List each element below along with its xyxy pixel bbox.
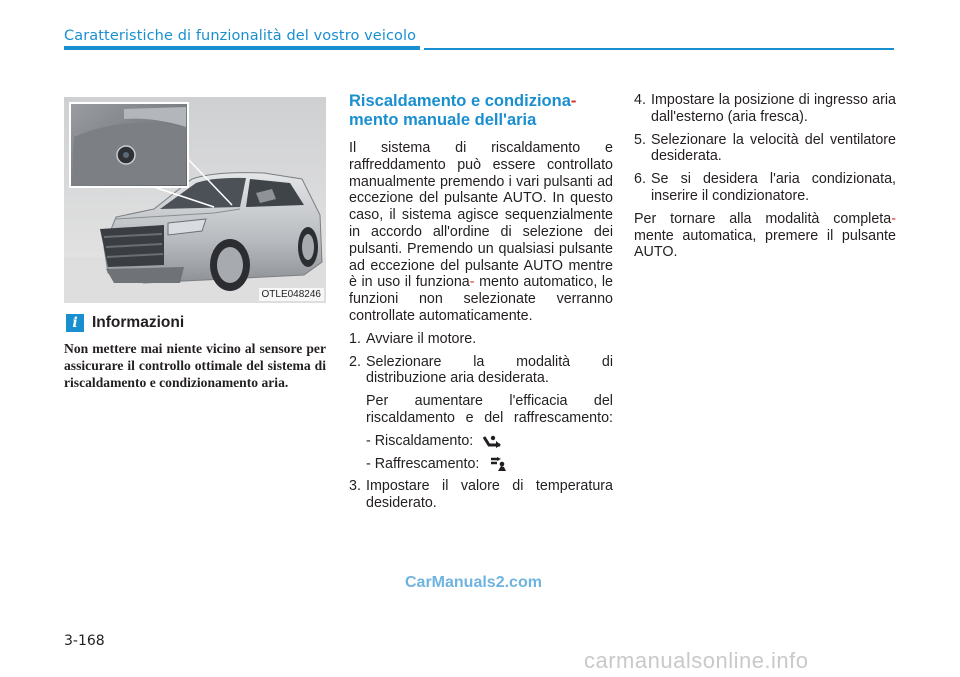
step-2 — [349, 354, 613, 388]
info-title: Informazioni — [92, 314, 185, 331]
info-text: Non mettere mai niente vicino al sensore per assicurare il controllo ottimale del sistema di riscaldamento e condizionamento aria. — [64, 341, 326, 391]
step-2-text: Selezionare la modalità di distribuzione aria desiderata. — [366, 353, 613, 387]
outro-paragraph — [634, 211, 896, 261]
section-header-title: Caratteristiche di funzionalità del vostro veicolo — [64, 28, 417, 44]
section-title-part-2: mento manuale dell'aria — [349, 111, 537, 129]
header-rule-thin — [424, 48, 894, 50]
page-number: 3-168 — [64, 633, 105, 649]
step-5-text: Selezionare la velocità del ventilatore desiderata. — [651, 131, 896, 165]
section-title-part-1: Riscaldamento e condiziona — [349, 92, 571, 110]
intro-hyphen: - — [469, 274, 475, 291]
photo-caption: OTLE048246 — [259, 288, 325, 301]
step-2-number: 2. — [349, 353, 361, 370]
outro-hyphen: - — [891, 210, 896, 227]
step-1 — [349, 331, 613, 348]
step-1-number: 1. — [349, 330, 361, 347]
intro-text-a: Il sistema di riscaldamento e raffreddamento può essere controllato manualmente premendo i vari pulsanti ad eccezione del pulsante AUTO. In questo caso, il sistema agisce sequenzialmente in accordo all'ordine di selezione dei pulsanti. Premendo un qualsiasi pulsante ad eccezione del pulsante AUTO mentre è in uso il funziona — [349, 140, 613, 291]
face-airflow-icon — [487, 456, 509, 472]
column-right — [634, 92, 896, 267]
section-title — [349, 92, 613, 130]
intro-paragraph — [349, 140, 613, 325]
step-2-tip: Per aumentare l'efficacia del riscaldamento e del raffrescamento: — [366, 393, 613, 426]
step-1-text: Avviare il motore. — [366, 330, 477, 347]
info-icon: i — [66, 314, 84, 332]
intro-text-b: mento automatico, le funzioni non selezionate verranno controllate automaticamente. — [349, 274, 613, 324]
section-title-hyphen: - — [570, 92, 577, 110]
cooling-label: - Raffrescamento: — [366, 455, 480, 472]
step-5 — [634, 132, 896, 166]
step-5-number: 5. — [634, 131, 646, 148]
outro-text-a: Per tornare alla modalità completa — [634, 210, 892, 227]
suv-illustration — [64, 97, 326, 303]
header-rule-thick — [64, 46, 420, 50]
heating-mode-line — [349, 433, 613, 450]
step-3-text: Impostare il valore di temperatura desiderato. — [366, 478, 613, 512]
footer-watermark: carmanualsonline.info — [584, 648, 809, 673]
step-4-text: Impostare la posizione di ingresso aria dall'esterno (aria fresca). — [651, 92, 896, 125]
vehicle-photo — [64, 97, 326, 303]
watermark-link[interactable]: CarManuals2.com — [405, 574, 542, 591]
step-3 — [349, 478, 613, 512]
step-4-number: 4. — [634, 92, 646, 108]
step-4 — [634, 92, 896, 126]
column-middle — [349, 92, 613, 518]
outro-text-b: mente automatica, premere il pulsante AUTO. — [634, 227, 896, 261]
step-6 — [634, 171, 896, 205]
step-6-number: 6. — [634, 171, 646, 188]
floor-airflow-icon — [481, 434, 503, 448]
cooling-mode-line — [349, 456, 613, 473]
step-6-text: Se si desidera l'aria condizionata, inserire il condizionatore. — [651, 171, 896, 204]
step-3-number: 3. — [349, 478, 361, 495]
heating-label: - Riscaldamento: — [366, 432, 474, 449]
